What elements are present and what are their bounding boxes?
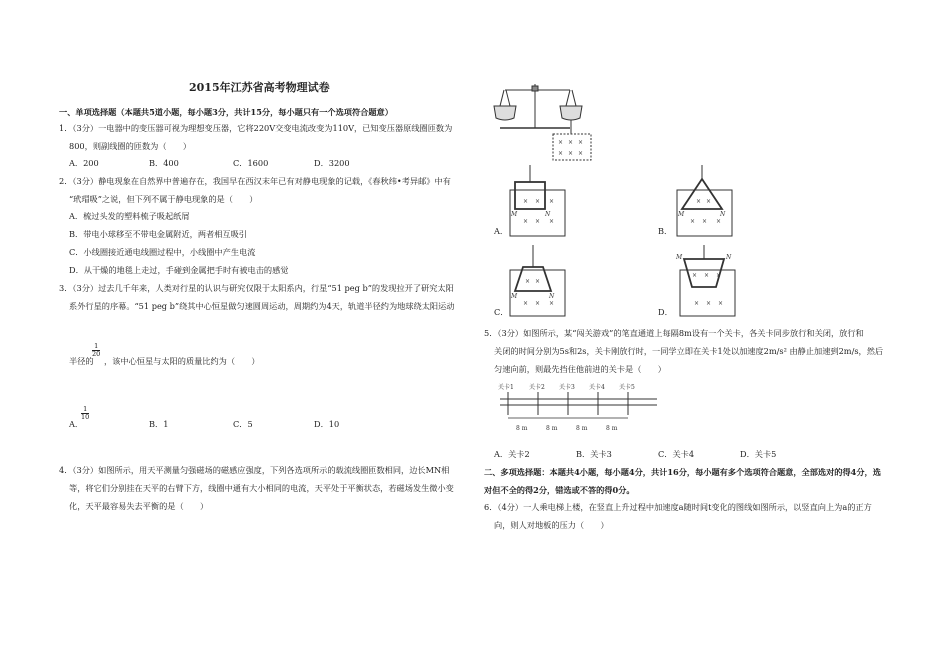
q6-line2: 向，则人对地板的压力（ ） [494,520,609,530]
q3-line2: 系外行星的序幕。“51 peg b”绕其中心恒星做匀速圆周运动，周期约为4天，轨道半径约为地球绕太阳运动 [69,301,455,311]
svg-text:×: × [525,278,531,285]
q3-option-a-label: A． [69,419,84,429]
coil-d-label-n: N [726,254,732,261]
q2-option-d: D．从干燥的地毯上走过，手碰到金属把手时有被电击的感觉 [69,265,289,275]
figure-label-d: D． [658,307,673,317]
q1-line1: 1．（3分）一电器中的变压器可视为理想变压器，它将220V交变电流改变为110V，已知变压器原线圈匝数为 [59,123,453,133]
q4-line2: 等，将它们分别挂在天平的右臂下方，线圈中通有大小相同的电流，天平处于平衡状态，若磁场发生微小变 [69,483,454,493]
svg-text:×: × [535,218,541,225]
distance-label-1: 8 m [516,425,528,432]
svg-text:×: × [535,278,541,285]
distance-label-2: 8 m [546,425,558,432]
coil-a-square [515,182,545,209]
q3-line3-pre: 半径的 [69,356,94,366]
q5-option-c: C．关卡4 [658,449,695,459]
q3-line1: 3．（3分）过去几千年来，人类对行星的认识与研究仅限于太阳系内，行星“51 peg b”的发现拉开了研究太阳 [59,283,454,293]
figure-label-c: C． [494,307,509,317]
q2-option-a: A．梳过头发的塑料梳子吸起纸屑 [69,211,190,221]
svg-text:×: × [523,218,529,225]
figure-label-a: A． [494,226,509,236]
q2-option-b: B．带电小球移至不带电金属附近，两者相互吸引 [69,229,247,239]
q1-line2: 800，则副线圈的匝数为（ ） [69,141,192,151]
distance-label-4: 8 m [606,425,618,432]
q3-option-a-fraction [81,406,89,421]
coil-figure-a [505,165,585,245]
svg-text:×: × [549,198,555,205]
coil-c-label-m: M [511,293,518,300]
svg-text:×: × [694,300,700,307]
q5-line2: 关闭的时间分别为5s和2s，关卡刚放行时，一同学立即在关卡1处以加速度2m/s² 由静止加速到2m/s，然后 [494,346,884,356]
q5-option-b: B．关卡3 [576,449,612,459]
q3-option-d: D．10 [314,419,340,429]
gate-label-4: 关卡4 [589,384,605,391]
q3-fraction-numerator: 1 [94,342,99,350]
balance-pivot [532,86,538,91]
q3-option-b: B．1 [149,419,169,429]
svg-text:×: × [706,300,712,307]
q4-line3: 化，天平最容易失去平衡的是（ ） [69,501,209,511]
coil-a-field-box [510,190,565,236]
svg-text:×: × [523,300,529,307]
gate-label-1: 关卡1 [498,384,514,391]
svg-text:×: × [535,198,541,205]
coil-figure-d [672,245,752,325]
q3-option-c: C．5 [233,419,253,429]
svg-text:×: × [549,218,555,225]
page-title: 2015年江苏省高考物理试卷 [189,81,330,94]
gate-label-3: 关卡3 [559,384,575,391]
coil-c-field-box [510,270,565,316]
gate-label-5: 关卡5 [619,384,635,391]
q2-line2: “玳瑁吸”之说，但下列不属于静电现象的是（ ） [69,194,258,204]
svg-text:×: × [702,218,708,225]
q3-line3-post: ，该中心恒星与太阳的质量比约为（ ） [104,356,260,366]
q1-option-a: A．200 [69,158,99,168]
svg-text:×: × [578,150,584,157]
svg-text:×: × [578,139,584,146]
gate-label-2: 关卡2 [529,384,545,391]
q2-option-c: C．小线圈接近通电线圈过程中，小线圈中产生电流 [69,247,256,257]
coil-c-trapezoid [515,267,551,291]
q5-option-a: A．关卡2 [494,449,530,459]
section2-heading-line2: 对但不全的得2分，错选或不答的得0分。 [484,485,635,495]
left-pan-string [500,90,504,106]
q3-fraction-denominator: 20 [92,350,101,358]
coil-b-triangle [682,179,722,209]
right-pan-string [566,90,570,106]
q1-option-d: D．3200 [314,158,350,168]
svg-text:×: × [696,198,702,205]
q3-fraction [92,343,100,358]
balance-figure [490,80,610,160]
svg-text:×: × [549,300,555,307]
coil-c-label-n: N [549,293,555,300]
section1-heading: 一、单项选择题（本题共5道小题，每小题3分，共计15分，每小题只有一个选项符合题意） [59,107,393,117]
svg-text:×: × [718,300,724,307]
coil-figure-b [672,165,752,245]
distance-label-3: 8 m [576,425,588,432]
svg-text:×: × [704,272,710,279]
right-pan [560,106,582,120]
q3-option-a-denominator: 10 [81,413,90,421]
svg-text:×: × [716,218,722,225]
q1-option-b: B．400 [149,158,179,168]
q5-option-d: D．关卡5 [740,449,777,459]
q4-line1: 4．（3分）如图所示，用天平测量匀强磁场的磁感应强度，下列各选项所示的载流线圈匝数相同，边长MN相 [59,465,450,475]
svg-text:×: × [706,198,712,205]
q3-option-a-numerator: 1 [83,405,88,413]
coil-b-label-m: M [678,211,685,218]
svg-text:×: × [523,198,529,205]
left-pan [494,106,516,120]
q2-line1: 2．（3分）静电现象在自然界中普遍存在，我国早在西汉末年已有对静电现象的记载，《春秋纬•考异邮》中有 [59,176,451,186]
svg-text:×: × [568,150,574,157]
coil-figure-c [505,245,585,325]
gates-figure [492,381,662,436]
field-marks-row1: × [558,139,564,146]
coil-a-label-m: M [511,211,518,218]
section2-heading-line1: 二、多项选择题：本题共4小题，每小题4分，共计16分，每小题有多个选项符合题意，全部选对的得4分，选 [484,467,881,477]
svg-text:×: × [568,139,574,146]
svg-text:×: × [690,218,696,225]
svg-text:×: × [692,272,698,279]
svg-text:×: × [716,272,722,279]
coil-d-label-m: M [676,254,683,261]
coil-b-label-n: N [720,211,726,218]
coil-a-label-n: N [545,211,551,218]
svg-text:×: × [535,300,541,307]
q5-line3: 匀速向前，则最先挡住他前进的关卡是（ ） [494,364,666,374]
q6-line1: 6．（4分）一人乘电梯上楼，在竖直上升过程中加速度a随时间t变化的图线如图所示，以竖直向上为a的正方 [484,502,872,512]
figure-label-b: B． [658,226,673,236]
q1-option-c: C．1600 [233,158,269,168]
field-marks-row2: × [558,150,564,157]
q5-line1: 5．（3分）如图所示，某“闯关游戏”的笔直通道上每隔8m设有一个关卡，各关卡同步放行和关闭，放行和 [484,328,864,338]
